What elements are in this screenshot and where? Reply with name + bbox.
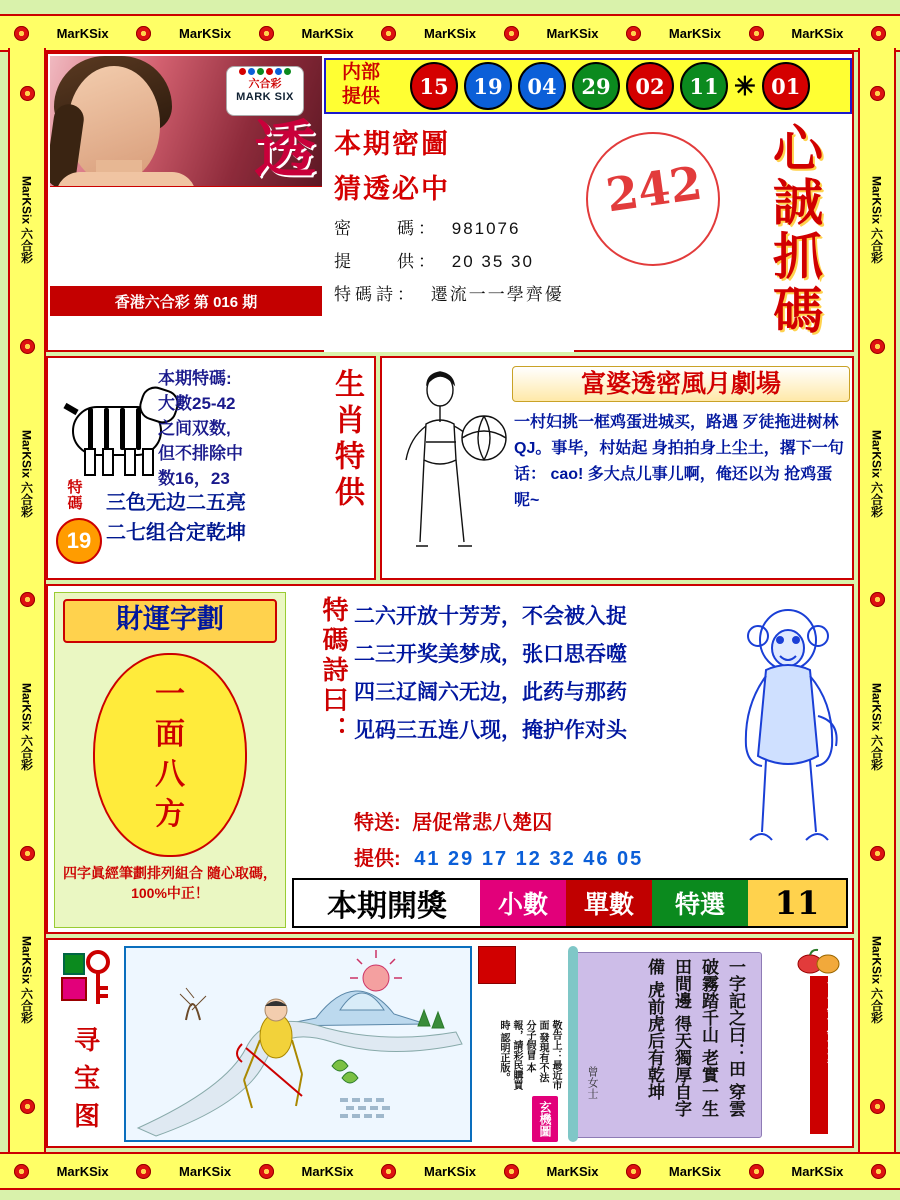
marquee-text: MarKSix [791, 1163, 844, 1179]
special-send-row [354, 806, 552, 835]
model-photo [50, 56, 322, 186]
right-marquee-band [858, 48, 896, 1152]
flower-icon [504, 26, 519, 41]
flower-icon [381, 1164, 396, 1179]
story-title: 富婆透密風月劇場 [512, 366, 850, 402]
flower-icon [871, 26, 886, 41]
special-send-label: 特送: [354, 812, 401, 834]
scroll-text: 一字記之曰：田 穿雲破霧踏千山 老實一生田間邊 得天獨厚自字備 虎前虎后有乾坤 [644, 958, 745, 1117]
special-code-label: 特 碼 [67, 479, 83, 512]
wealth-title: 財運字劃 [63, 599, 277, 643]
treasure-map-panel [46, 938, 854, 1148]
bottom-marquee-band [0, 1152, 900, 1190]
provide-label: 提 供： [334, 252, 439, 271]
lady-illustration [392, 364, 512, 572]
treasure-label-text: 寻 宝 图 [73, 1026, 100, 1132]
number-ball: 15 [410, 62, 458, 110]
flower-icon [20, 1099, 35, 1114]
wealth-character-block [54, 592, 286, 928]
key-icon [58, 948, 116, 1014]
number-ball: 02 [626, 62, 674, 110]
result-tag-special: 特選 [652, 880, 748, 926]
main-content [46, 52, 854, 1148]
slogan-vertical [738, 116, 850, 352]
left-marquee-band [8, 48, 46, 1152]
winning-numbers-row [324, 58, 852, 114]
marquee-text: MarKSix 六合彩 [19, 429, 34, 517]
flower-icon [20, 86, 35, 101]
flower-icon [14, 1164, 29, 1179]
number-ball: 19 [464, 62, 512, 110]
marquee-text: MarKSix [301, 25, 354, 41]
poem-line: 四三辽阔六无边，此药与那药 [354, 681, 627, 704]
flower-icon [626, 26, 641, 41]
flower-icon [749, 1164, 764, 1179]
marquee-text: MarKSix [56, 25, 109, 41]
logo-cn-text: 六合彩 [248, 78, 282, 90]
marquee-text: MarKSix 六合彩 [869, 429, 884, 517]
secret-chart-line1: 本期密圖 [334, 129, 450, 159]
flower-icon [749, 26, 764, 41]
header-panel [46, 52, 854, 352]
poem-label: 特碼詩： [334, 285, 418, 304]
wealth-oval: 一 面 八 方 [93, 653, 247, 857]
marquee-text: MarKSix [423, 25, 477, 41]
special-code-number: 19 [56, 518, 102, 564]
marquee-text: MarKSix 六合彩 [19, 936, 34, 1024]
scroll-block [568, 946, 784, 1142]
signature-text: 曾女士 [586, 1066, 598, 1099]
poem-vertical-title: 特碼詩曰： [318, 596, 348, 746]
number-ball: 29 [572, 62, 620, 110]
marquee-text: MarKSix 六合彩 [19, 682, 34, 771]
flower-icon [136, 1164, 151, 1179]
marquee-text: MarKSix [546, 25, 599, 41]
scroll-rod [568, 946, 578, 1142]
win-money-text: 贏錢錦囊 [824, 980, 845, 1068]
zodiac-bottom-lines: 三色无边二五亮 二七组合定乾坤 [106, 492, 246, 544]
blank-area [50, 186, 322, 286]
marquee-text: MarKSix [301, 1163, 354, 1179]
top-marquee-band [0, 14, 900, 52]
provide-numbers-value: 41 29 17 12 32 46 05 [414, 848, 644, 870]
flower-icon [870, 86, 885, 101]
marquee-text: MarKSix 六合彩 [869, 176, 884, 264]
flower-icon [14, 26, 29, 41]
secret-code-value: 981076 [451, 219, 521, 238]
marquee-text: MarKSix [423, 1163, 477, 1179]
result-tag-odd: 單數 [566, 880, 652, 926]
flower-icon [870, 339, 885, 354]
handwritten-number: 242 [602, 155, 706, 223]
marquee-text: MarKSix 六合彩 [19, 176, 34, 264]
internal-supply-label: 内部 提供 [326, 60, 396, 110]
marquee-text: MarKSix 六合彩 [869, 682, 884, 771]
flower-icon [20, 846, 35, 861]
marquee-text: MarKSix [546, 1163, 599, 1179]
fruit-icon [796, 948, 842, 974]
poem-line: 见码三五连八现，掩护作对头 [354, 719, 627, 742]
provide-numbers-label: 提供: [354, 848, 401, 870]
poem-row [334, 280, 574, 305]
zodiac-vertical-title: 生肖特供 [329, 368, 364, 512]
flower-icon [20, 592, 35, 607]
result-tag-small: 小數 [480, 880, 566, 926]
zodiac-story-row [46, 356, 854, 580]
handwriting-circle [576, 116, 726, 276]
story-panel [380, 356, 854, 580]
marquee-text: MarKSix [179, 1163, 232, 1179]
provide-numbers-row [354, 842, 643, 871]
story-body: 一村妇挑一框鸡蛋进城买，路遇 歹徒拖进树林QJ。事毕，村姑起 身拍拍身上尘土，撂下一句话： cao! 多大点儿事儿啊，俺还以为 抢鸡蛋呢~ [514, 414, 844, 509]
poem-line: 二三开奖美梦成，张口思吞噬 [354, 643, 627, 666]
slogan-text: 心誠抓碼 [765, 122, 824, 338]
fortune-panel [46, 584, 854, 934]
secret-chart-line2: 猜透必中 [334, 174, 450, 204]
flower-icon [20, 339, 35, 354]
treasure-label-block [52, 944, 122, 1144]
zebra-icon [62, 386, 172, 472]
flower-icon [626, 1164, 641, 1179]
flower-icon [259, 26, 274, 41]
special-number-ball: 01 [762, 62, 810, 110]
marquee-text: MarKSix [791, 25, 844, 41]
marquee-text: MarKSix [179, 25, 232, 41]
flower-icon [870, 846, 885, 861]
issue-title-strip [50, 286, 322, 316]
tou-character: 透 [253, 113, 316, 186]
provide-row [334, 247, 574, 272]
win-money-block [788, 946, 850, 1142]
number-ball: 11 [680, 62, 728, 110]
poem-line: 二六开放十芳芳，不会被入捉 [354, 605, 627, 628]
poem-value: 遷流一一學齊優 [430, 285, 564, 304]
flower-icon [259, 1164, 274, 1179]
flower-icon [870, 592, 885, 607]
treasure-map-illustration [124, 946, 472, 1142]
flower-icon [504, 1164, 519, 1179]
secret-code-row [334, 214, 574, 239]
result-bar [292, 878, 848, 928]
provide-value: 20 35 30 [451, 252, 534, 271]
marquee-text: MarKSix 六合彩 [869, 936, 884, 1024]
special-send-value: 居促常悲八楚囚 [412, 812, 553, 834]
star-icon: ✳ [734, 70, 756, 101]
marquee-text: MarKSix [668, 1163, 721, 1179]
flower-icon [381, 26, 396, 41]
marquee-text: MarKSix [668, 25, 721, 41]
number-ball: 04 [518, 62, 566, 110]
secret-code-label: 密 碼： [334, 219, 439, 238]
warning-block [478, 946, 564, 1142]
xuanji-tag: 玄機圖 [532, 1096, 558, 1142]
flower-icon [870, 1099, 885, 1114]
wealth-note: 四字眞經筆劃排列組合 隨心取碼，100%中正！ [63, 865, 277, 901]
logo-en-text: MARK SIX [236, 91, 294, 103]
flower-icon [136, 26, 151, 41]
poem-block [354, 598, 744, 750]
zodiac-panel [46, 356, 376, 580]
result-bar-title: 本期開獎 [294, 880, 480, 926]
warning-stamp-icon [478, 946, 516, 984]
monkey-illustration [728, 596, 848, 876]
secret-chart-block [324, 116, 574, 352]
warning-text: 敬告上：最近市面 發現有不法分子假冒 本報，請彩民購買時 認明正版。 [498, 1020, 561, 1090]
result-number: 11 [748, 880, 846, 926]
marquee-text: MarKSix [56, 1163, 109, 1179]
flower-icon [871, 1164, 886, 1179]
issue-title-text: 香港六合彩 第 016 期 [114, 293, 258, 311]
zodiac-hint-text: 本期特碼: 大數25-42 之间双数, 但不排除中 数16，23 [158, 369, 243, 488]
